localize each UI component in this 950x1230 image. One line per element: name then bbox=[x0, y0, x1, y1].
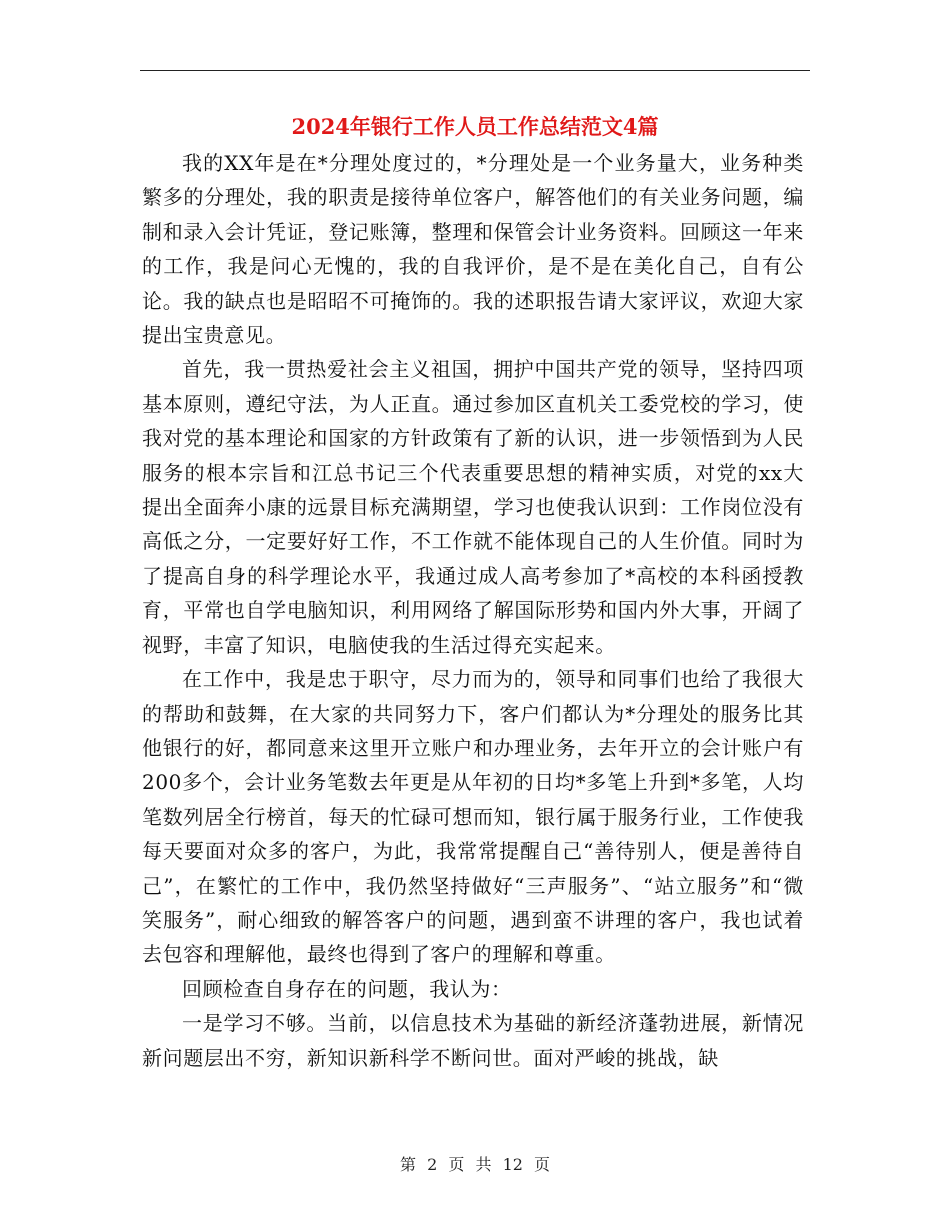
document-title: 2024年银行工作人员工作总结范文4篇 bbox=[291, 114, 659, 139]
footer-page-unit: 页 bbox=[448, 1155, 465, 1174]
footer-prefix: 第 bbox=[399, 1155, 416, 1174]
paragraph-work: 在工作中，我是忠于职守，尽力而为的，领导和同事们也给了我很大的帮助和鼓舞，在大家的共同努力下，客户们都认为*分理处的服务比其他银行的好，都同意来这里开立账户和办理业务，去年开立的会计账户有200多个，会计业务笔数去年更是从年初的日均*多笔上升到*多笔，人均笔数列居全行榜首，每天的忙碌可想而知，银行属于服务行业，工作使我每天要面对众多的客户，为此，我常常提醒自己“善待别人，便是善待自己”，在繁忙的工作中，我仍然坚持做好“三声服务”、“站立服务”和“微笑服务”，耐心细致的解答客户的问题，遇到蛮不讲理的客户，我也试着去包容和理解他，最终也得到了客户的理解和尊重。 bbox=[142, 667, 804, 967]
footer-total-pages: 12 bbox=[502, 1155, 523, 1174]
paragraph-political: 首先，我一贯热爱社会主义祖国，拥护中国共产党的领导，坚持四项基本原则，遵纪守法，为人正直。通过参加区直机关工委党校的学习，使我对党的基本理论和国家的方针政策有了新的认识，进一步领悟到为人民服务的根本宗旨和江总书记三个代表重要思想的精神实质，对党的xx大提出全面奔小康的远景目标充满期望，学习也使我认识到：工作岗位没有高低之分，一定要好好工作，不工作就不能体现自己的人生价值。同时为了提高自身的科学理论水平，我通过成人高考参加了*高校的本科函授教育，平常也自学电脑知识，利用网络了解国际形势和国内外大事，开阔了视野，丰富了知识，电脑使我的生活过得充实起来。 bbox=[142, 357, 804, 657]
paragraph-review: 回顾检查自身存在的问题，我认为： bbox=[182, 976, 512, 1001]
footer-current-page: 2 bbox=[427, 1155, 438, 1174]
document-body bbox=[142, 146, 804, 1075]
paragraph-intro: 我的XX年是在*分理处度过的，*分理处是一个业务量大，业务种类繁多的分理处，我的职责是接待单位客户，解答他们的有关业务问题，编制和录入会计凭证，登记账簿，整理和保管会计业务资料。回顾这一年来的工作，我是问心无愧的，我的自我评价，是不是在美化自己，自有公论。我的缺点也是昭昭不可掩饰的。我的述职报告请大家评议，欢迎大家提出宝贵意见。 bbox=[142, 151, 804, 348]
page-footer bbox=[0, 1154, 950, 1176]
header-rule bbox=[140, 70, 810, 71]
footer-total-prefix: 共 bbox=[475, 1155, 492, 1174]
paragraph-problem-one: 一是学习不够。当前，以信息技术为基础的新经济蓬勃进展，新情况新问题层出不穷，新知识新科学不断问世。面对严峻的挑战，缺 bbox=[142, 1011, 804, 1070]
footer-suffix: 页 bbox=[534, 1155, 551, 1174]
